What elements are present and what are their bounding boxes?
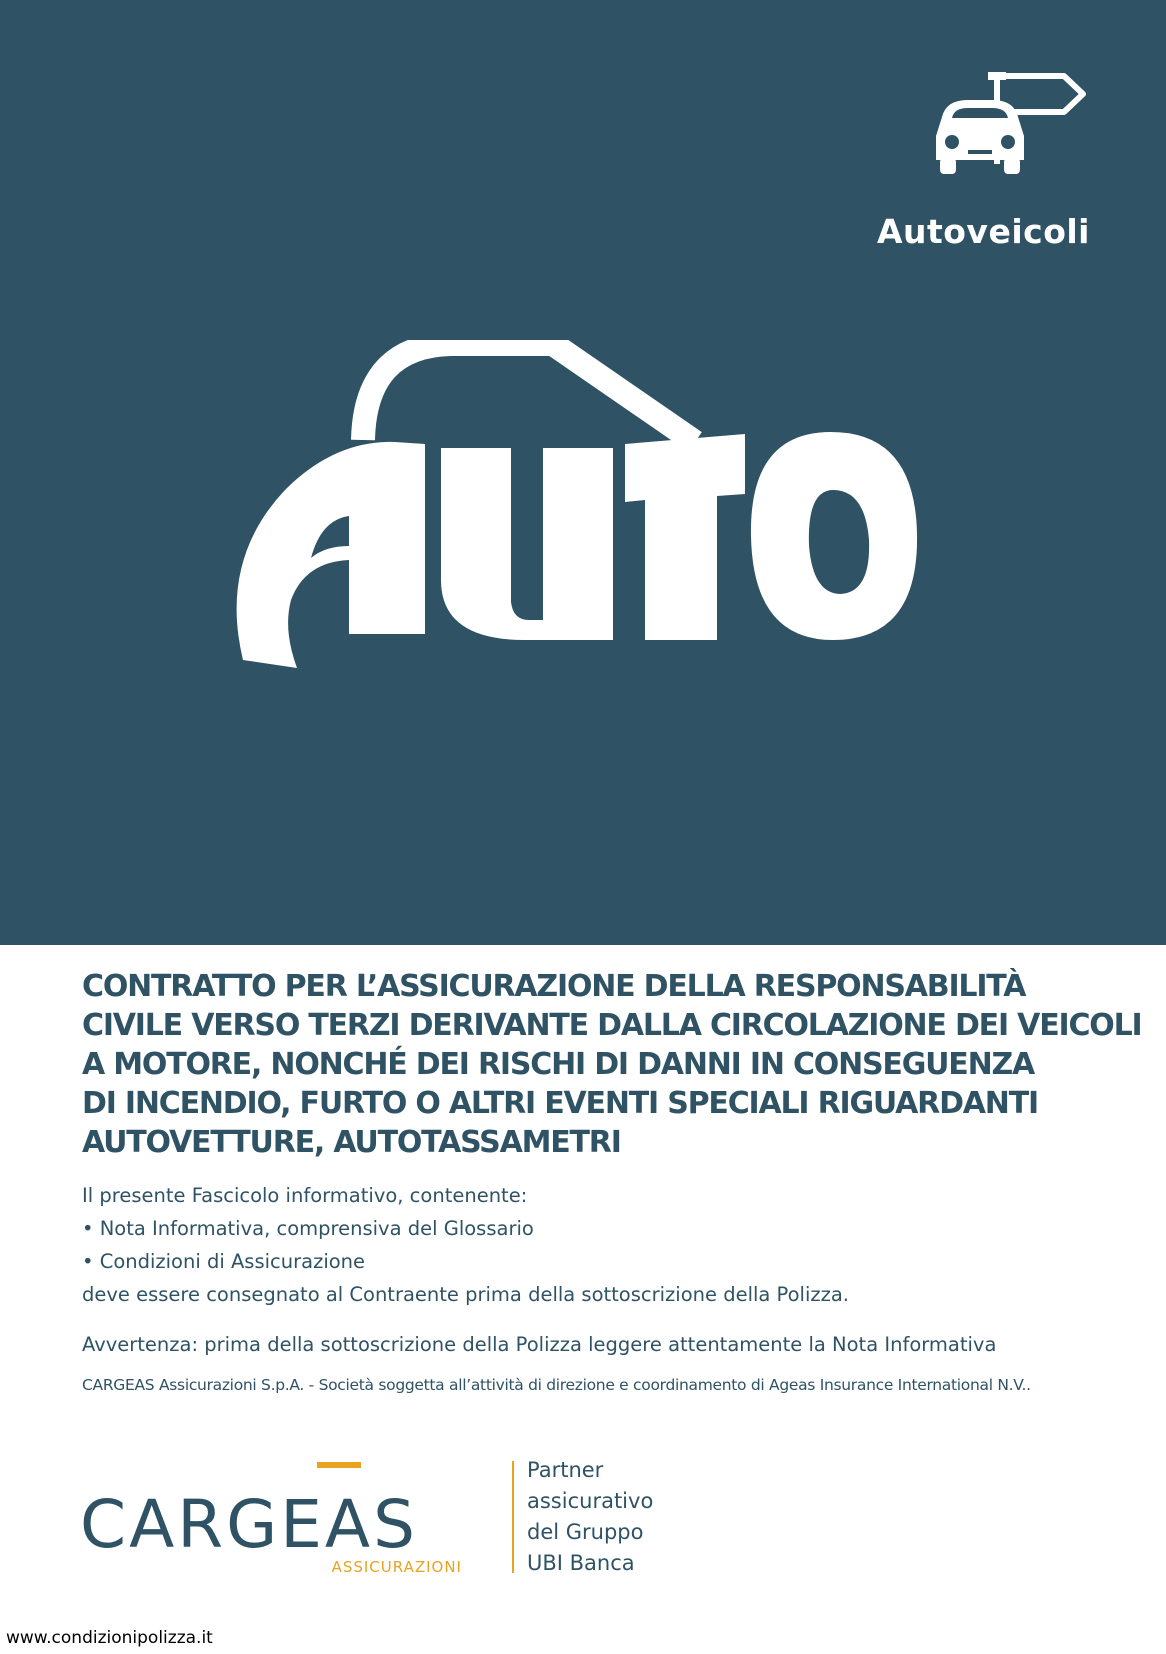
title-line: AUTOVETTURE, AUTOTASSAMETRI bbox=[82, 1125, 621, 1160]
cargeas-logo bbox=[80, 1462, 480, 1582]
title-line: CIVILE VERSO TERZI DERIVANTE DALLA CIRCOLAZIONE DEI VEICOLI bbox=[82, 1008, 1142, 1043]
document-title bbox=[82, 967, 1142, 1162]
car-signpost-icon bbox=[928, 62, 1088, 192]
intro-bullet: • Condizioni di Assicurazione bbox=[82, 1250, 366, 1273]
category-label: Autoveicoli bbox=[876, 212, 1090, 251]
partner-line: UBI Banca bbox=[527, 1551, 635, 1575]
brand-name: CARGEAS bbox=[80, 1486, 418, 1563]
intro-lead: Il presente Fascicolo informativo, contenente: bbox=[82, 1184, 528, 1207]
partner-line: Partner bbox=[527, 1458, 604, 1482]
footer-url[interactable]: www.condizionipolizza.it bbox=[6, 1628, 213, 1648]
warning-text: Avvertenza: prima della sottoscrizione della Polizza leggere attentamente la Nota Informativa bbox=[82, 1333, 997, 1356]
partner-line: del Gruppo bbox=[527, 1520, 644, 1544]
brand-subtitle: ASSICURAZIONI bbox=[331, 1558, 462, 1576]
title-line: CONTRATTO PER L’ASSICURAZIONE DELLA RESPONSABILITÀ bbox=[82, 969, 1026, 1004]
intro-bullet: • Nota Informativa, comprensiva del Glossario bbox=[82, 1217, 534, 1240]
brand-divider bbox=[512, 1461, 514, 1573]
legal-note: CARGEAS Assicurazioni S.p.A. - Società soggetta all’attività di direzione e coordinamento di Ageas Insurance International N.V.. bbox=[82, 1376, 1031, 1394]
partner-text bbox=[527, 1455, 653, 1579]
intro-closing: deve essere consegnato al Contraente prima della sottoscrizione della Polizza. bbox=[82, 1283, 850, 1306]
brand-accent-bar bbox=[317, 1462, 361, 1468]
auto-logo bbox=[225, 340, 955, 700]
title-line: DI INCENDIO, FURTO O ALTRI EVENTI SPECIALI RIGUARDANTI bbox=[82, 1086, 1038, 1121]
title-line: A MOTORE, NONCHÉ DEI RISCHI DI DANNI IN CONSEGUENZA bbox=[82, 1047, 1035, 1082]
partner-line: assicurativo bbox=[527, 1489, 654, 1513]
